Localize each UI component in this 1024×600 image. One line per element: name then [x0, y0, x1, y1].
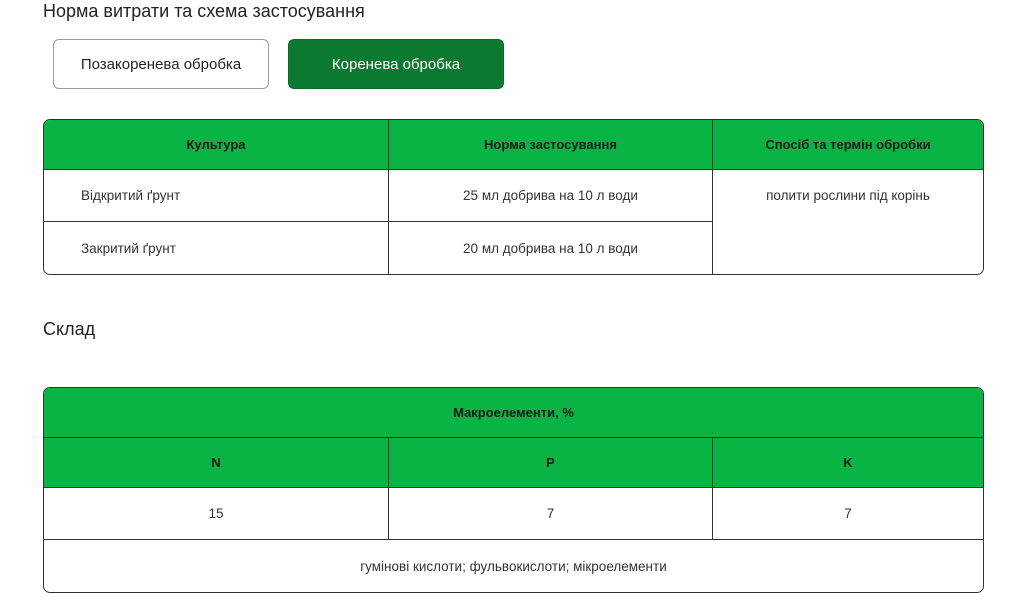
tab-foliar-label: Позакоренева обробка: [80, 55, 242, 73]
header-n: N: [44, 438, 389, 488]
composition-section-title: Склад: [43, 319, 96, 339]
cell-rate-open: 25 мл добрива на 10 л води: [389, 170, 713, 222]
header-rate: Норма застосування: [389, 120, 713, 170]
header-method: Спосіб та термін обробки: [713, 120, 983, 170]
cell-rate-closed: 20 мл добрива на 10 л води: [389, 222, 713, 274]
value-p: 7: [389, 488, 713, 540]
usage-table: [43, 119, 984, 275]
usage-section-title: Норма витрати та схема застосування: [43, 1, 365, 21]
tab-root-treatment[interactable]: [288, 39, 504, 89]
tab-root-label: Коренева обробка: [331, 55, 461, 73]
header-culture: Культура: [44, 120, 389, 170]
cell-culture-closed: Закритий ґрунт: [44, 222, 389, 274]
value-n: 15: [44, 488, 389, 540]
header-k: K: [713, 438, 983, 488]
cell-culture-open: Відкритий ґрунт: [44, 170, 389, 222]
header-macroelements: Макроелементи, %: [44, 388, 983, 438]
composition-table: [43, 387, 984, 593]
value-k: 7: [713, 488, 983, 540]
tab-foliar-treatment[interactable]: [53, 39, 269, 89]
cell-method: полити рослини під корінь: [766, 188, 930, 203]
additives-row: гумінові кислоти; фульвокислоти; мікроелементи: [360, 558, 667, 574]
header-p: P: [389, 438, 713, 488]
